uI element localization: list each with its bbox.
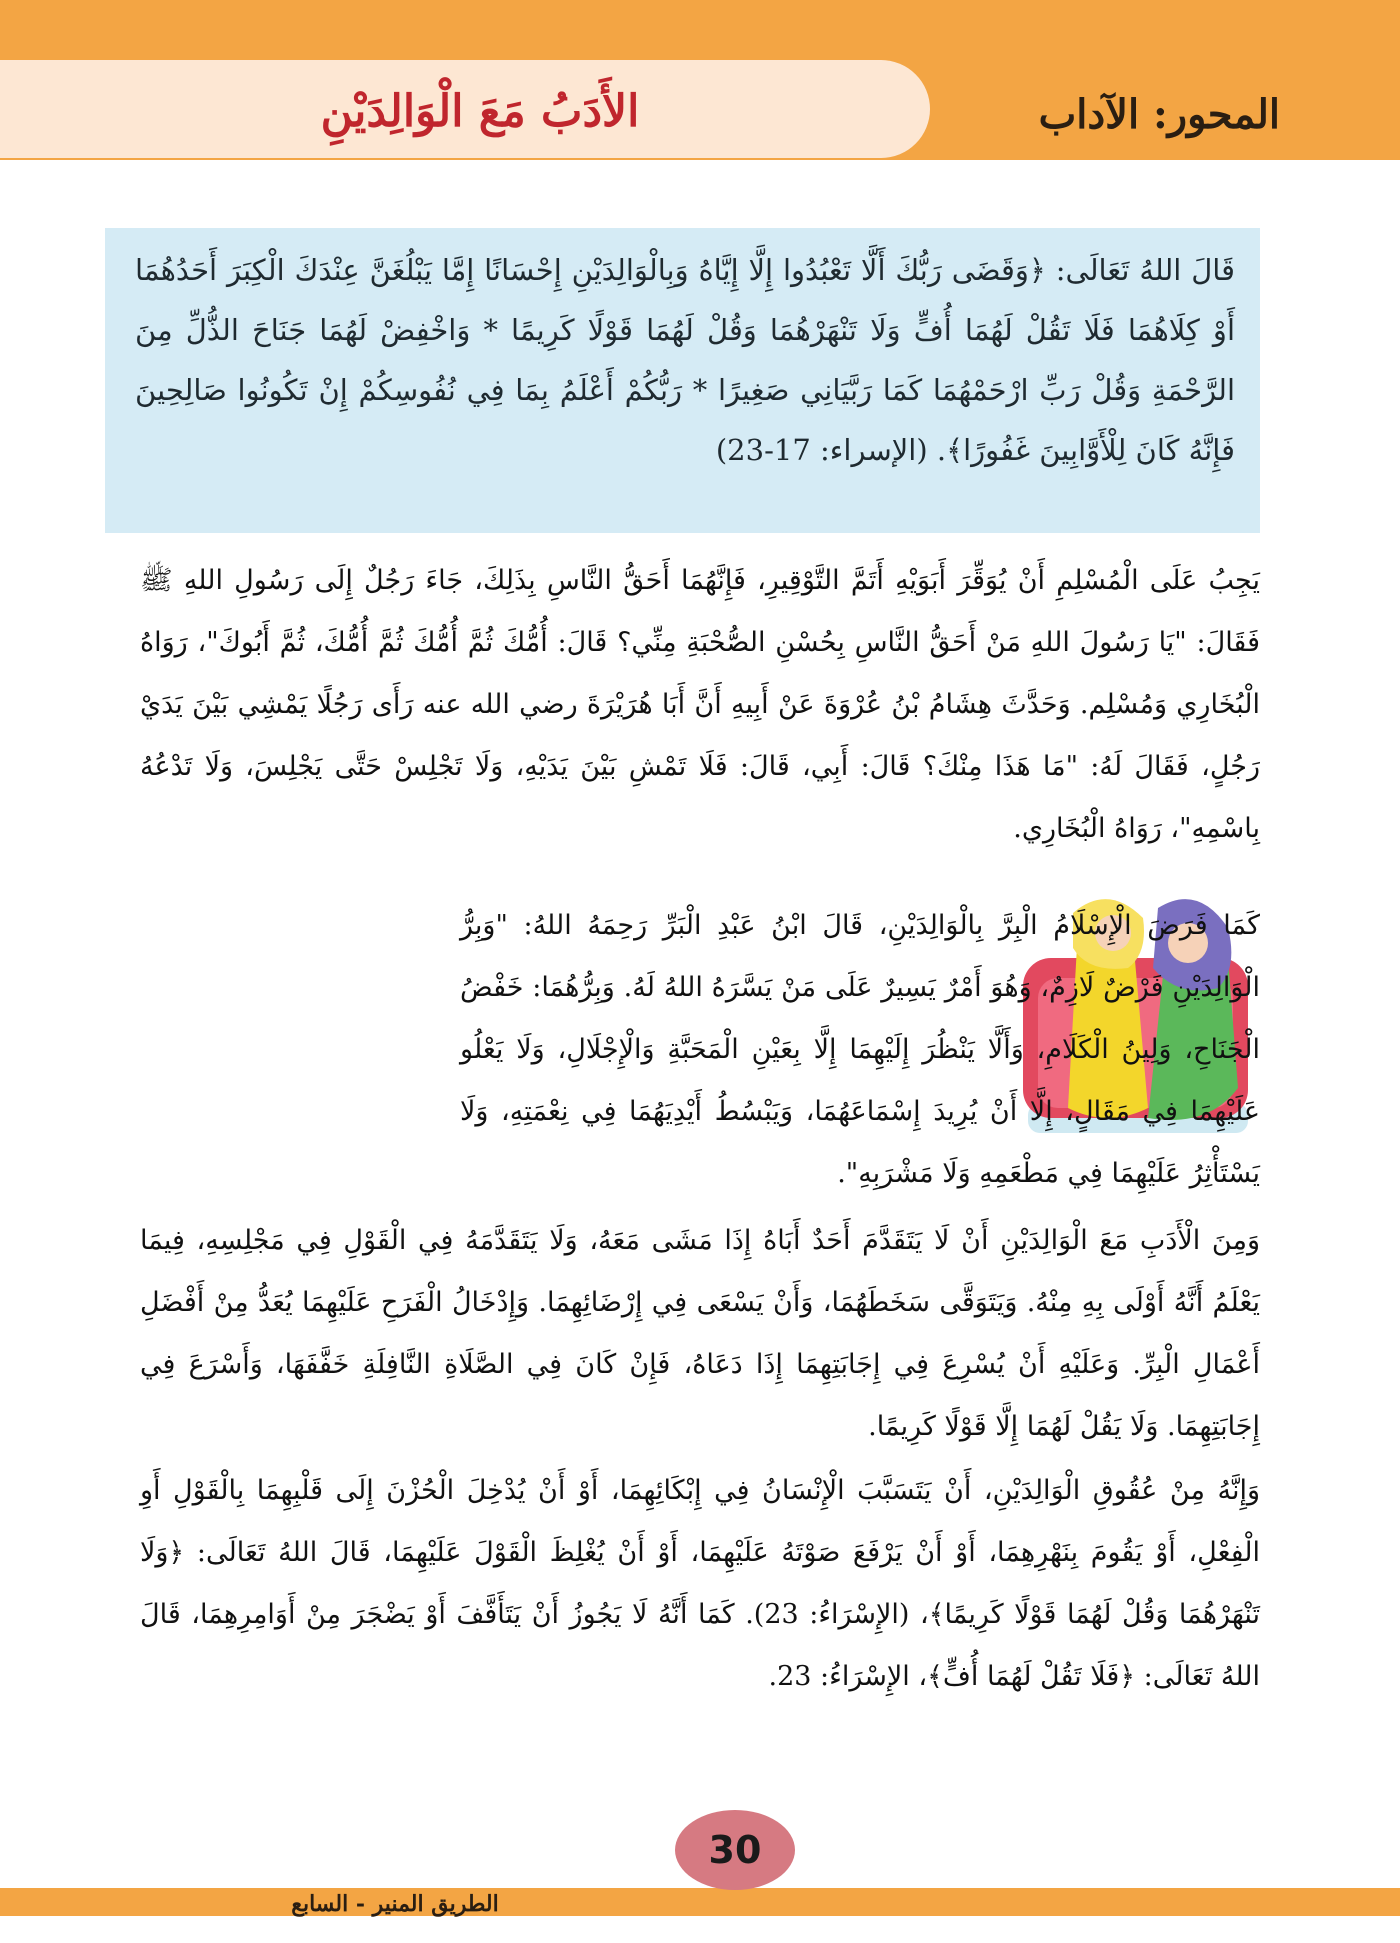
paragraph-respect: يَجِبُ عَلَى الْمُسْلِمِ أَنْ يُوَقِّرَ أَبَوَيْهِ أَتَمَّ التَّوْقِيرِ، فَإِنَّهُمَا أَحَقُّ النَّاسِ بِذَلِكَ، جَاءَ رَجُلٌ إِلَى رَسُولِ اللهِ ﷺ فَقَالَ: "يَا رَسُولَ اللهِ مَنْ أَحَقُّ النَّاسِ بِحُسْنِ الصُّحْبَةِ مِنِّي؟ قَالَ: أُمُّكَ ثُمَّ أُمُّكَ ثُمَّ أُمُّكَ، ثُمَّ أَبُوكَ"، رَوَاهُ الْبُخَارِي وَمُسْلِم. وَحَدَّثَ هِشَامُ بْنُ عُرْوَةَ عَنْ أَبِيهِ أَنَّ أَبَا هُرَيْرَةَ رضي الله عنه رَأَى رَجُلًا يَمْشِي بَيْنَ يَدَيْ رَجُلٍ، فَقَالَ لَهُ: "مَا هَذَا مِنْكَ؟ قَالَ: أَبِي، قَالَ: فَلَا تَمْشِ بَيْنَ يَدَيْهِ، وَلَا تَجْلِسْ حَتَّى يَجْلِسَ، وَلَا تَدْعُهُ بِاسْمِهِ"، رَوَاهُ الْبُخَارِي. (140, 565, 1260, 844)
axis-label: المحور: الآداب (1038, 91, 1280, 138)
paragraph-disobedience: وَإِنَّهُ مِنْ عُقُوقِ الْوَالِدَيْنِ، أَنْ يَتَسَبَّبَ الْإِنْسَانُ فِي إِبْكَائِهِمَا، أَوْ أَنْ يُدْخِلَ الْحُزْنَ إِلَى قَلْبِهِمَا بِالْقَوْلِ أَوِ الْفِعْلِ، أَوْ يَقُومَ بِنَهْرِهِمَا، أَوْ أَنْ يَرْفَعَ صَوْتَهُ عَلَيْهِمَا، أَوْ أَنْ يُغْلِظَ الْقَوْلَ عَلَيْهِمَا، قَالَ اللهُ تَعَالَى: ﴿وَلَا تَنْهَرْهُمَا وَقُلْ لَهُمَا قَوْلًا كَرِيمًا﴾، (الإِسْرَاءُ: 23). كَمَا أَنَّهُ لَا يَجُوزُ أَنْ يَتَأَفَّفَ أَوْ يَضْجَرَ مِنْ أَوَامِرِهِمَا، قَالَ اللهُ تَعَالَى: ﴿فَلَا تَقُلْ لَهُمَا أُفٍّ﴾، الإِسْرَاءُ: 23. (140, 1475, 1261, 1692)
page-number: 30 (708, 1828, 762, 1872)
footer-band (0, 1888, 1400, 1916)
paragraph-etiquette: وَمِنَ الْأَدَبِ مَعَ الْوَالِدَيْنِ أَنْ لَا يَتَقَدَّمَ أَحَدٌ أَبَاهُ إِذَا مَشَى مَعَهُ، وَلَا يَتَقَدَّمَهُ فِي الْقَوْلِ فِي مَجْلِسِهِ، فِيمَا يَعْلَمُ أَنَّهُ أَوْلَى بِهِ مِنْهُ. وَيَتَوَقَّى سَخَطَهُمَا، وَأَنْ يَسْعَى فِي إِرْضَائِهِمَا. وَإِدْخَالُ الْفَرَحِ عَلَيْهِمَا يُعَدُّ مِنْ أَفْضَلِ أَعْمَالِ الْبِرِّ. وَعَلَيْهِ أَنْ يُسْرِعَ فِي إِجَابَتِهِمَا إِذَا دَعَاهُ، فَإِنْ كَانَ فِي الصَّلَاةِ النَّافِلَةِ خَفَّفَهَا، وَأَسْرَعَ فِي إِجَابَتِهِمَا. وَلَا يَقُلْ لَهُمَا إِلَّا قَوْلًا كَرِيمًا. (140, 1225, 1260, 1442)
lesson-title: الأَدَبُ مَعَ الْوَالِدَيْنِ (320, 86, 640, 137)
paragraph-birr: كَمَا فَرَضَ الْإِسْلَامُ الْبِرَّ بِالْوَالِدَيْنِ، قَالَ ابْنُ عَبْدِ الْبَرِّ رَحِمَهُ اللهُ: "وَبِرُّ الْوَالِدَيْنِ فَرْضٌ لَازِمٌ، وَهُوَ أَمْرٌ يَسِيرٌ عَلَى مَنْ يَسَّرَهُ اللهُ لَهُ. وَبِرُّهُمَا: خَفْضُ الْجَنَاحِ، وَلِينُ الْكَلَامِ، وَأَلَّا يَنْظُرَ إِلَيْهِمَا إِلَّا بِعَيْنِ الْمَحَبَّةِ وَالْإِجْلَالِ، وَلَا يَعْلُو عَلَيْهِمَا فِي مَقَالٍ، إِلَّا أَنْ يُرِيدَ إِسْمَاعَهُمَا، وَيَبْسُطُ أَيْدِيَهُمَا فِي نِعْمَتِهِ، وَلَا يَسْتَأْثِرُ عَلَيْهِمَا فِي مَطْعَمِهِ وَلَا مَشْرَبِهِ". (460, 910, 1260, 1189)
verse-text: قَالَ اللهُ تَعَالَى: ﴿وَقَضَى رَبُّكَ أَلَّا تَعْبُدُوا إِلَّا إِيَّاهُ وَبِالْوَالِدَيْنِ إِحْسَانًا إِمَّا يَبْلُغَنَّ عِنْدَكَ الْكِبَرَ أَحَدُهُمَا أَوْ كِلَاهُمَا فَلَا تَقُلْ لَهُمَا أُفٍّ وَلَا تَنْهَرْهُمَا وَقُلْ لَهُمَا قَوْلًا كَرِيمًا * وَاخْفِضْ لَهُمَا جَنَاحَ الذُّلِّ مِنَ الرَّحْمَةِ وَقُلْ رَبِّ ارْحَمْهُمَا كَمَا رَبَّيَانِي صَغِيرًا * رَبُّكُمْ أَعْلَمُ بِمَا فِي نُفُوسِكُمْ إِنْ تَكُونُوا صَالِحِينَ فَإِنَّهُ كَانَ لِلْأَوَّابِينَ غَفُورًا﴾. (الإسراء: 17-23) (135, 253, 1235, 467)
book-title: الطريق المنير - السابع (291, 1891, 499, 1917)
